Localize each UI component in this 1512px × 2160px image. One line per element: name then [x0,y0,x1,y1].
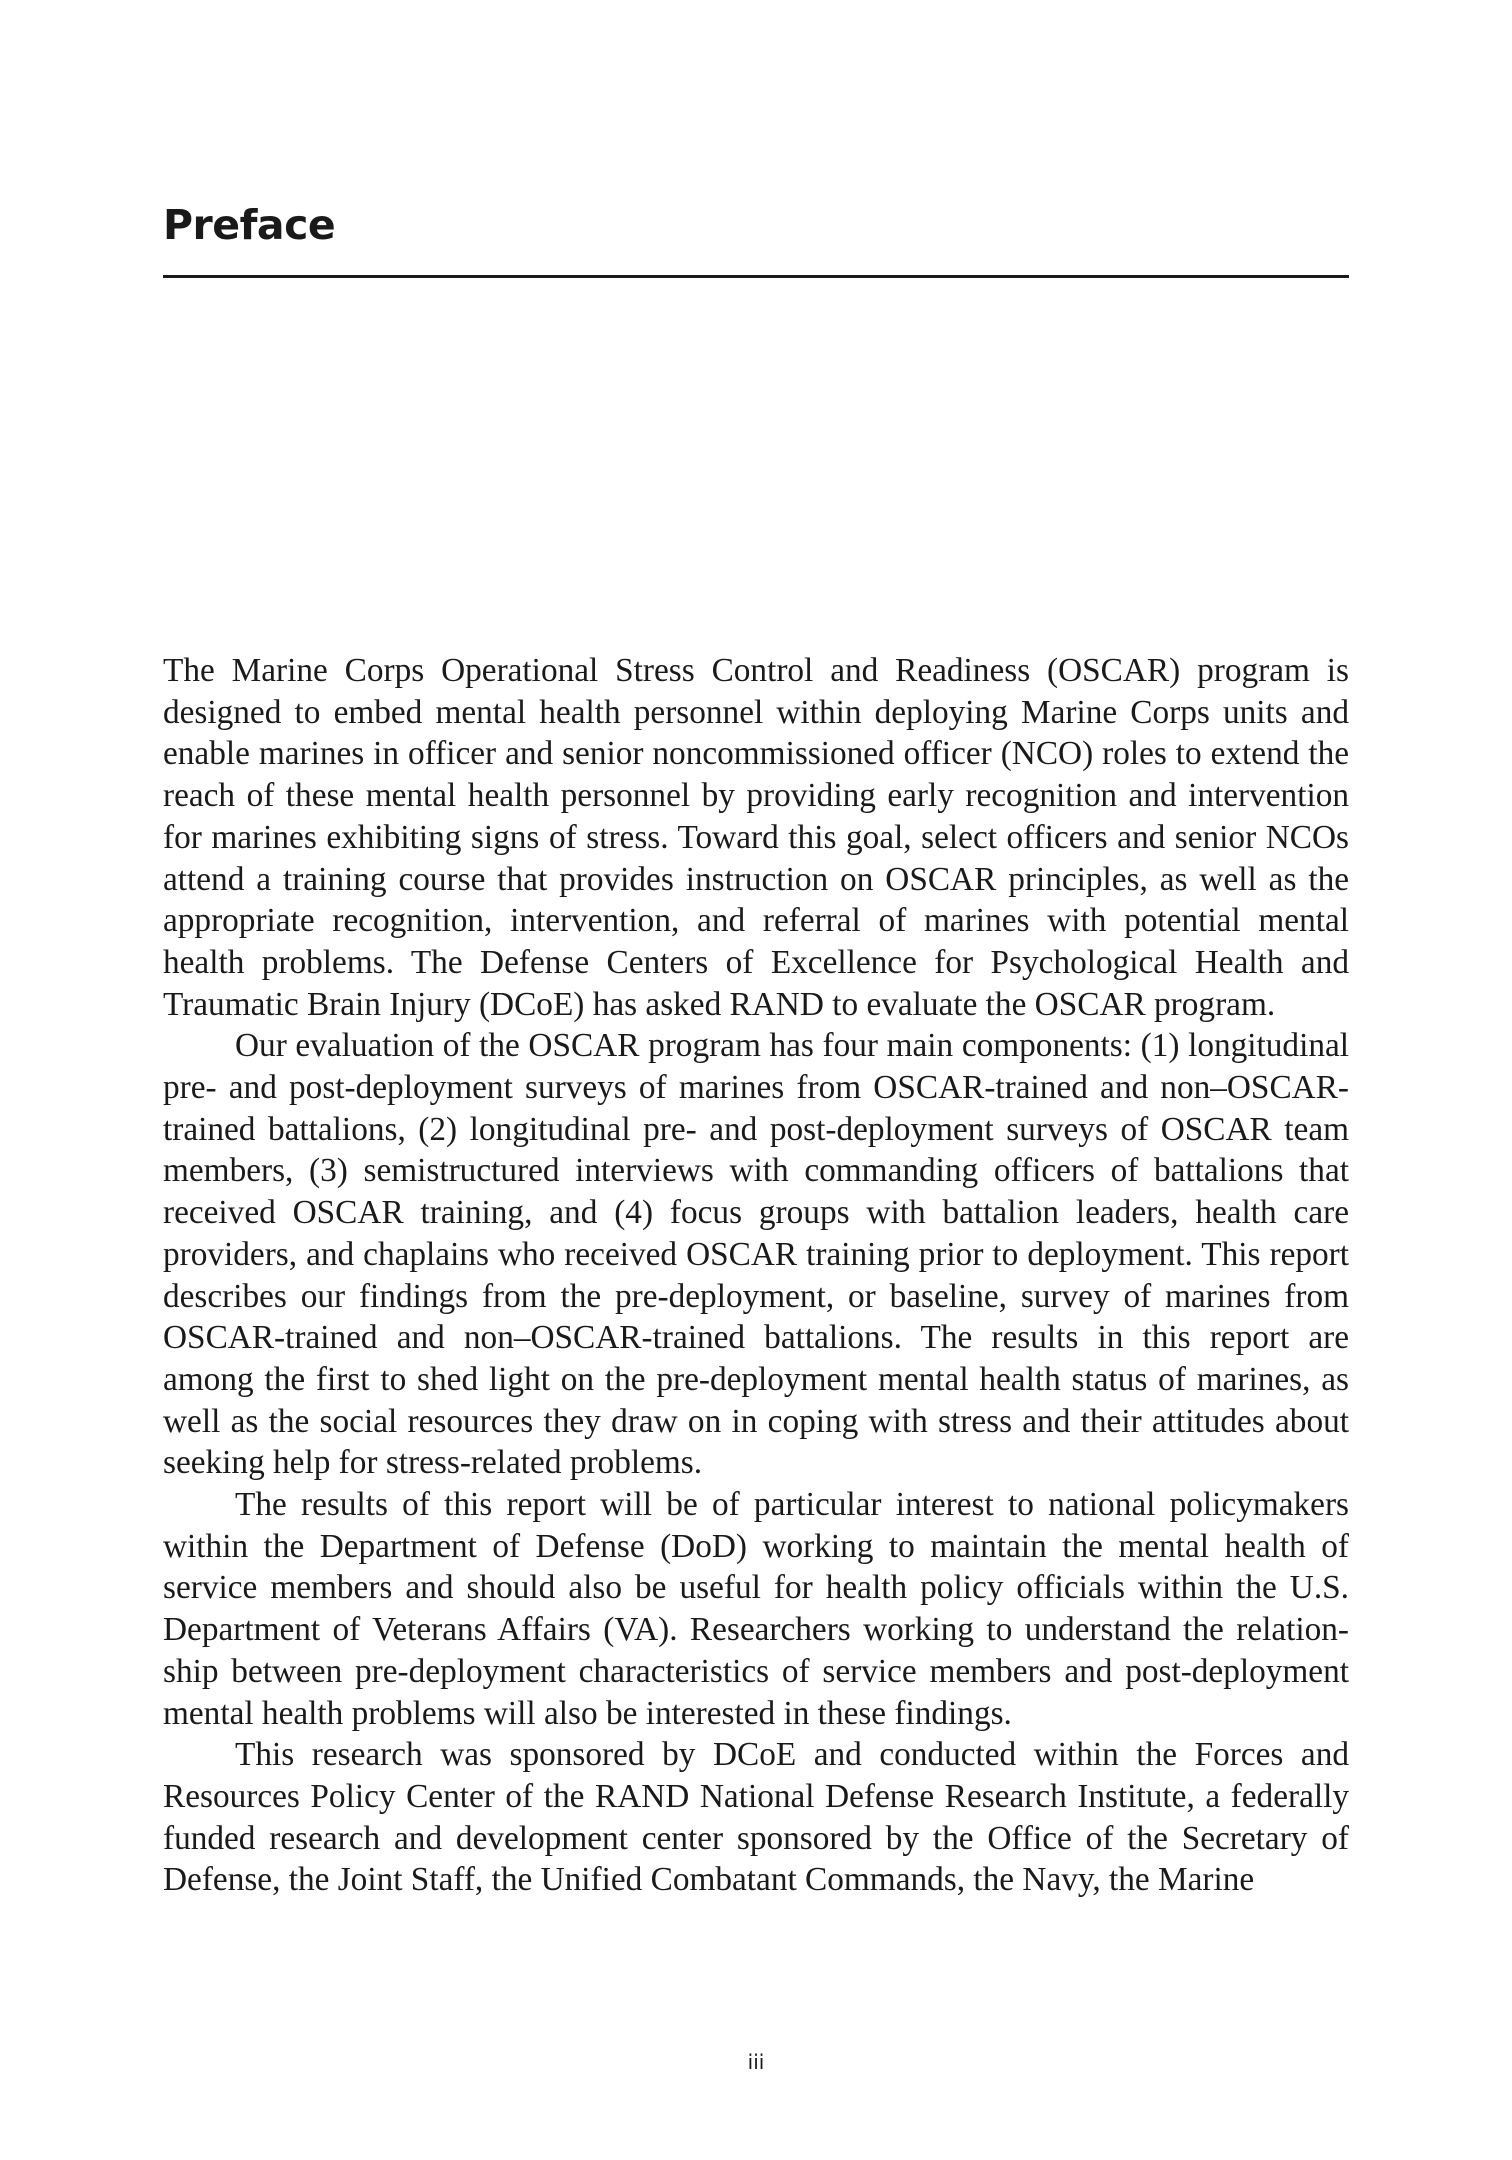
paragraph-3: The results of this report will be of particular interest to national policymakers within the Department of Defense (DoD) working to maintain the mental health of service members and should also be useful for health policy officials within the U.S. Department of Veterans Affairs (VA). Researchers working to understand the relationship between pre-deployment characteristics of service members and post-deployment mental health problems will also be interested in these findings. [163,1486,1349,1732]
paragraph-1: The Marine Corps Operational Stress Control and Readiness (OSCAR) program is designed to embed mental health personnel within deploying Marine Corps units and enable marines in officer and senior noncommissioned officer (NCO) roles to extend the reach of these mental health personnel by providing early recognition and intervention for marines exhibiting signs of stress. Toward this goal, select officers and senior NCOs attend a training course that provides instruction on OSCAR principles, as well as the appropriate recognition, intervention, and referral of marines with potential mental health problems. The Defense Centers of Excellence for Psychological Health and Traumatic Brain Injury (DCoE) has asked RAND to evaluate the OSCAR program. [163,652,1349,1023]
heading-rule [163,275,1349,278]
body-text [163,650,1349,1901]
page-number: iii [747,2050,765,2074]
paragraph-2: Our evaluation of the OSCAR program has four main components: (1) longitudinal pre- and post-deployment surveys of marines from OSCAR-trained and non–OSCAR-trained battalions, (2) longitudinal pre- and post-deployment surveys of OSCAR team members, (3) semistructured interviews with commanding officers of battalions that received OSCAR training, and (4) focus groups with battalion leaders, health care providers, and chaplains who received OSCAR training prior to deployment. This report describes our findings from the pre-deployment, or baseline, survey of marines from OSCAR-trained and non–OSCAR-trained battalions. The results in this report are among the first to shed light on the pre-deployment mental health status of marines, as well as the social resources they draw on in coping with stress and their attitudes about seeking help for stress-related problems. [163,1027,1349,1482]
page-heading: Preface [163,201,336,249]
paragraph-4: This research was sponsored by DCoE and conducted within the Forces and Resources Policy Center of the RAND National Defense Research Institute, a federally funded research and development center sponsored by the Office of the Secretary of Defense, the Joint Staff, the Unified Combatant Commands, the Navy, the Marine [163,1736,1349,1899]
